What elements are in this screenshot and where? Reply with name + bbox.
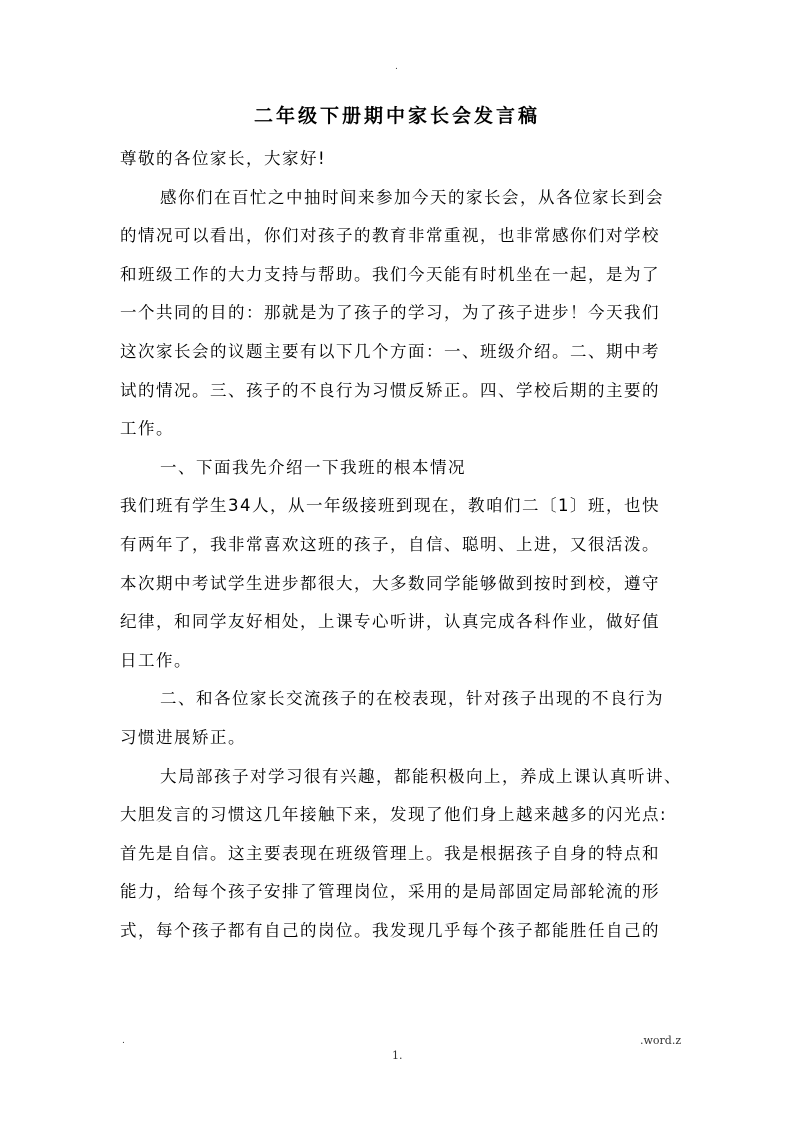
text-line: 大胆发言的习惯这几年接触下来，发现了他们身上越来越多的闪光点: — [120, 805, 668, 825]
text-line: 日工作。 — [120, 650, 192, 670]
text-line: 首先是自信。这主要表现在班级管理上。我是根据孩子自身的特点和 — [120, 843, 660, 863]
text-line: 大局部孩子对学习很有兴趣，都能积极向上，养成上课认真听讲、 — [160, 766, 682, 786]
text-line: 工作。 — [120, 419, 174, 439]
text-line: 我们班有学生34人，从一年级接班到现在，教咱们二〔1〕班，也快 — [120, 496, 660, 516]
text-line: 一、下面我先介绍一下我班的根本情况 — [160, 457, 466, 477]
text-line: 的情况可以看出，你们对孩子的教育非常重视，也非常感你们对学校 — [120, 226, 660, 246]
text-line: 这次家长会的议题主要有以下几个方面：一、班级介绍。二、期中考 — [120, 341, 660, 361]
text-line: 二、和各位家长交流孩子的在校表现，针对孩子出现的不良行为 — [160, 689, 664, 709]
footer-left-mark: . — [122, 1036, 125, 1046]
text-line: 能力，给每个孩子安排了管理岗位，采用的是局部固定局部轮流的形 — [120, 882, 660, 902]
text-line: 和班级工作的大力支持与帮助。我们今天能有时机坐在一起，是为了 — [120, 264, 660, 284]
text-line: 尊敬的各位家长，大家好! — [120, 149, 327, 168]
text-line: 一个共同的目的：那就是为了孩子的学习，为了孩子进步！今天我们 — [120, 303, 660, 323]
text-line: 感你们在百忙之中抽时间来参加今天的家长会，从各位家长到会 — [160, 187, 664, 207]
text-line: 试的情况。三、孩子的不良行为习惯反矫正。四、学校后期的主要的 — [120, 380, 660, 400]
document-body — [120, 140, 682, 950]
page-number: 1. — [392, 1049, 403, 1062]
text-line: 有两年了，我非常喜欢这班的孩子，自信、聪明、上进，又很活泼。 — [120, 534, 660, 554]
text-line: 本次期中考试学生进步都很大，大多数同学能够做到按时到校，遵守 — [120, 573, 660, 593]
text-line: 式，每个孩子都有自己的岗位。我发现几乎每个孩子都能胜任自己的 — [120, 920, 660, 940]
document-title: 二年级下册期中家长会发言稿 — [253, 105, 540, 127]
text-line: 习惯进展矫正。 — [120, 727, 246, 747]
footer-right-text: .word.z — [640, 1034, 682, 1047]
header-mark: . — [395, 62, 398, 72]
text-line: 纪律，和同学友好相处，上课专心听讲，认真完成各科作业，做好值 — [120, 612, 660, 632]
